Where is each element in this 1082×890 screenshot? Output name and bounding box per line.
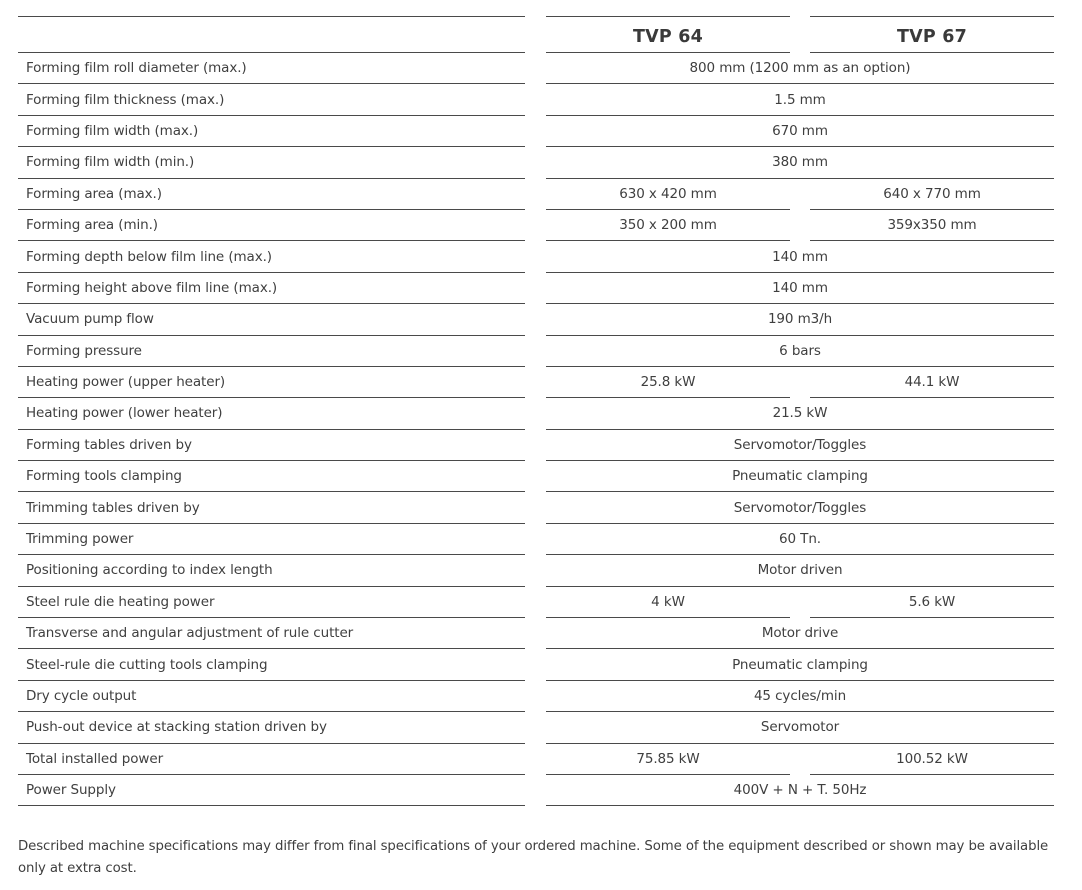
- table-row: [18, 336, 1054, 367]
- spec-value-shared: Motor driven: [546, 555, 1054, 586]
- spec-label: Forming film width (max.): [18, 116, 525, 147]
- spec-value-shared: 400V + N + T. 50Hz: [546, 775, 1054, 806]
- table-row: [18, 398, 1054, 429]
- model-tvp67-heading: TVP 67: [810, 16, 1054, 53]
- table-header-row: [18, 16, 1054, 53]
- spec-label: Transverse and angular adjustment of rule cutter: [18, 618, 525, 649]
- spec-value-shared: 60 Tn.: [546, 524, 1054, 555]
- spec-value-shared: 800 mm (1200 mm as an option): [546, 53, 1054, 84]
- spec-label: Heating power (lower heater): [18, 398, 525, 429]
- spec-label: Steel rule die heating power: [18, 587, 525, 618]
- table-row: [18, 179, 1054, 210]
- spec-label: Forming tables driven by: [18, 430, 525, 461]
- spec-label: Forming depth below film line (max.): [18, 241, 525, 272]
- table-row: [18, 461, 1054, 492]
- table-row: [18, 430, 1054, 461]
- spec-label: Power Supply: [18, 775, 525, 806]
- spec-value-shared: Servomotor/Toggles: [546, 430, 1054, 461]
- table-row: [18, 210, 1054, 241]
- spec-value-shared: Pneumatic clamping: [546, 461, 1054, 492]
- spec-value-shared: 140 mm: [546, 273, 1054, 304]
- spec-label: Total installed power: [18, 744, 525, 775]
- table-row: [18, 775, 1054, 806]
- table-row: [18, 367, 1054, 398]
- spec-value-shared: Servomotor: [546, 712, 1054, 743]
- table-row: [18, 241, 1054, 272]
- table-row: [18, 524, 1054, 555]
- spec-label: Push-out device at stacking station driven by: [18, 712, 525, 743]
- spec-value-tvp64: 75.85 kW: [546, 744, 790, 775]
- table-row: [18, 84, 1054, 115]
- spec-value-tvp67: 100.52 kW: [810, 744, 1054, 775]
- table-row: [18, 681, 1054, 712]
- disclaimer-footnote: Described machine specifications may differ from final specifications of your ordered machine. Some of the equipment described or shown may be available only at extra cost.: [18, 839, 1049, 876]
- spec-value-tvp67: 640 x 770 mm: [810, 179, 1054, 210]
- spec-label: Trimming tables driven by: [18, 492, 525, 523]
- spec-label: Forming area (max.): [18, 179, 525, 210]
- table-row: [18, 649, 1054, 680]
- spec-value-shared: 190 m3/h: [546, 304, 1054, 335]
- spec-label: Forming pressure: [18, 336, 525, 367]
- table-row: [18, 304, 1054, 335]
- table-row: [18, 712, 1054, 743]
- spec-label: Forming film width (min.): [18, 147, 525, 178]
- spec-value-shared: 1.5 mm: [546, 84, 1054, 115]
- spec-rows: [18, 53, 1054, 806]
- table-row: [18, 587, 1054, 618]
- spec-value-tvp64: 630 x 420 mm: [546, 179, 790, 210]
- spec-label: Forming tools clamping: [18, 461, 525, 492]
- table-row: [18, 147, 1054, 178]
- spec-value-shared: 6 bars: [546, 336, 1054, 367]
- spec-value-tvp64: 350 x 200 mm: [546, 210, 790, 241]
- spec-value-shared: 670 mm: [546, 116, 1054, 147]
- spec-value-tvp64: 25.8 kW: [546, 367, 790, 398]
- spec-value-tvp64: 4 kW: [546, 587, 790, 618]
- spec-label: Trimming power: [18, 524, 525, 555]
- spec-label: Dry cycle output: [18, 681, 525, 712]
- spec-label: Forming film roll diameter (max.): [18, 53, 525, 84]
- spec-label: Forming height above film line (max.): [18, 273, 525, 304]
- table-row: [18, 116, 1054, 147]
- spec-value-shared: Motor drive: [546, 618, 1054, 649]
- spec-table: [18, 16, 1054, 806]
- spec-value-shared: Servomotor/Toggles: [546, 492, 1054, 523]
- table-row: [18, 744, 1054, 775]
- spec-value-shared: 140 mm: [546, 241, 1054, 272]
- spec-label: Forming film thickness (max.): [18, 84, 525, 115]
- spec-value-shared: 380 mm: [546, 147, 1054, 178]
- table-row: [18, 273, 1054, 304]
- table-row: [18, 618, 1054, 649]
- spec-value-shared: 45 cycles/min: [546, 681, 1054, 712]
- table-row: [18, 53, 1054, 84]
- spec-label: Vacuum pump flow: [18, 304, 525, 335]
- spec-label: Heating power (upper heater): [18, 367, 525, 398]
- table-row: [18, 492, 1054, 523]
- model-tvp64-heading: TVP 64: [546, 16, 790, 53]
- spec-value-tvp67: 359x350 mm: [810, 210, 1054, 241]
- spec-value-shared: 21.5 kW: [546, 398, 1054, 429]
- table-row: [18, 555, 1054, 586]
- spec-label: Steel-rule die cutting tools clamping: [18, 649, 525, 680]
- header-empty-cell: [18, 16, 525, 53]
- spec-value-shared: Pneumatic clamping: [546, 649, 1054, 680]
- spec-value-tvp67: 5.6 kW: [810, 587, 1054, 618]
- spec-label: Forming area (min.): [18, 210, 525, 241]
- spec-value-tvp67: 44.1 kW: [810, 367, 1054, 398]
- spec-label: Positioning according to index length: [18, 555, 525, 586]
